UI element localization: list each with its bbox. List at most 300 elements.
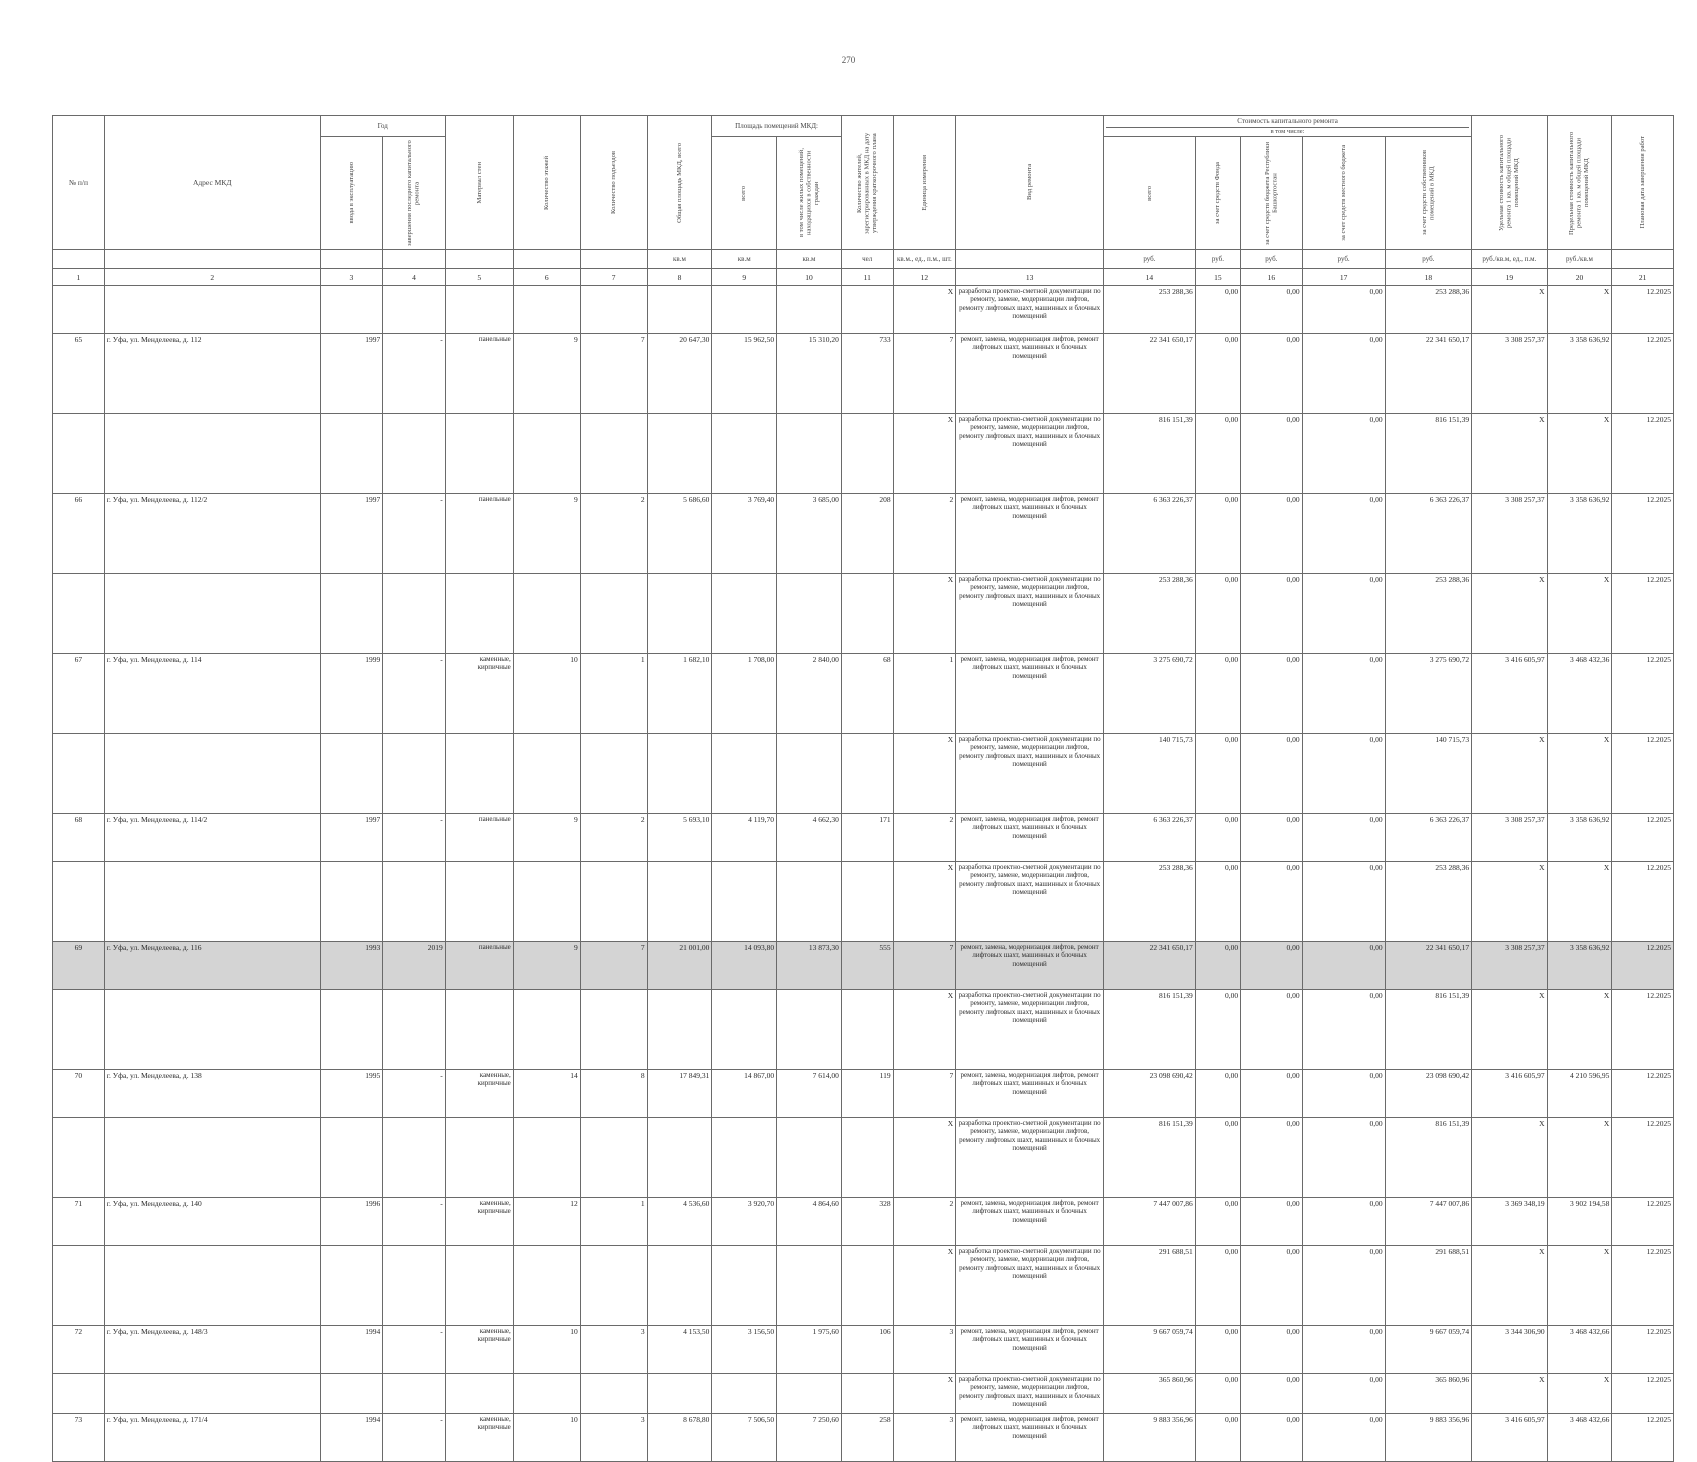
row-cost-local: 0,00 — [1302, 1070, 1385, 1118]
row-number — [53, 990, 105, 1070]
row-premises-area — [712, 1118, 777, 1198]
row-total-area: 5 693,10 — [647, 814, 712, 862]
row-cost-local: 0,00 — [1302, 654, 1385, 734]
row-work-type: разработка проектно-сметной документации по ремонту, замене, модернизации лифтов, ремонту лифтовых шахт, машинных и блочных помещений — [956, 734, 1104, 814]
row-overhaul-year — [383, 286, 446, 334]
table-row — [53, 1414, 1674, 1462]
header-cost-total: всего — [1104, 137, 1196, 250]
row-floors — [513, 1246, 580, 1326]
row-residents: 106 — [841, 1326, 893, 1374]
row-quantity: 7 — [893, 1070, 956, 1118]
row-address: г. Уфа, ул. Менделеева, д. 112/2 — [104, 494, 320, 574]
table-row — [53, 574, 1674, 654]
row-entrances — [580, 1246, 647, 1326]
header-unit: Единица измерения — [893, 116, 956, 250]
row-work-type: ремонт, замена, модернизация лифтов, ремонт лифтовых шахт, машинных и блочных помещений — [956, 1414, 1104, 1462]
row-cost-local: 0,00 — [1302, 942, 1385, 990]
row-year — [320, 1374, 383, 1414]
row-quantity: X — [893, 286, 956, 334]
column-number: 3 — [320, 269, 383, 286]
row-quantity: X — [893, 1118, 956, 1198]
unit-people: чел — [841, 250, 893, 269]
row-floors — [513, 734, 580, 814]
row-year: 1997 — [320, 814, 383, 862]
row-number — [53, 414, 105, 494]
row-work-type: ремонт, замена, модернизация лифтов, ремонт лифтовых шахт, машинных и блочных помещений — [956, 334, 1104, 414]
row-overhaul-year: - — [383, 1414, 446, 1462]
unit-rub: руб. — [1241, 250, 1303, 269]
table-row — [53, 334, 1674, 414]
row-year — [320, 862, 383, 942]
row-premises-area — [712, 1374, 777, 1414]
row-overhaul-year — [383, 990, 446, 1070]
row-entrances: 3 — [580, 1414, 647, 1462]
column-number: 12 — [893, 269, 956, 286]
row-number: 72 — [53, 1326, 105, 1374]
row-cost-owners: 365 860,96 — [1385, 1374, 1471, 1414]
row-residents — [841, 574, 893, 654]
row-residents — [841, 1374, 893, 1414]
row-unit-cost: 3 308 257,37 — [1472, 942, 1548, 990]
row-planned-date: 12.2025 — [1612, 990, 1674, 1070]
row-work-type: ремонт, замена, модернизация лифтов, ремонт лифтовых шахт, машинных и блочных помещений — [956, 1198, 1104, 1246]
unit-rub: руб. — [1302, 250, 1385, 269]
row-premises-area: 14 867,00 — [712, 1070, 777, 1118]
repair-register-table — [52, 115, 1674, 1462]
row-entrances: 7 — [580, 334, 647, 414]
row-wall-material — [445, 1246, 513, 1326]
header-cost-republic: за счет средств бюджета Республики Башкортостан — [1241, 137, 1303, 250]
table-row — [53, 1070, 1674, 1118]
table-row — [53, 990, 1674, 1070]
table-row — [53, 1118, 1674, 1198]
row-cost-owners: 22 341 650,17 — [1385, 334, 1471, 414]
row-cost-owners: 291 688,51 — [1385, 1246, 1471, 1326]
row-unit-cost: 3 344 306,90 — [1472, 1326, 1548, 1374]
row-residents — [841, 1118, 893, 1198]
column-number: 7 — [580, 269, 647, 286]
row-cost-fund: 0,00 — [1195, 734, 1240, 814]
row-residential-area: 2 840,00 — [777, 654, 842, 734]
unit-rub: руб. — [1195, 250, 1240, 269]
row-year — [320, 414, 383, 494]
table-row — [53, 814, 1674, 862]
row-residential-area — [777, 990, 842, 1070]
column-number: 20 — [1547, 269, 1612, 286]
column-number: 16 — [1241, 269, 1303, 286]
header-max-cost: Предельная стоимость капитального ремонта 1 кв. м общей площади помещений МКД — [1547, 116, 1612, 250]
row-cost-republic: 0,00 — [1241, 1374, 1303, 1414]
row-unit-cost: X — [1472, 990, 1548, 1070]
row-quantity: X — [893, 862, 956, 942]
row-residential-area — [777, 862, 842, 942]
row-cost-local: 0,00 — [1302, 1374, 1385, 1414]
row-unit-cost: X — [1472, 1118, 1548, 1198]
row-wall-material — [445, 990, 513, 1070]
row-quantity: 7 — [893, 942, 956, 990]
row-quantity: 2 — [893, 814, 956, 862]
row-floors — [513, 1118, 580, 1198]
row-cost-fund: 0,00 — [1195, 1374, 1240, 1414]
row-address — [104, 1118, 320, 1198]
row-work-type: разработка проектно-сметной документации по ремонту, замене, модернизации лифтов, ремонту лифтовых шахт, машинных и блочных помещений — [956, 574, 1104, 654]
row-cost-republic: 0,00 — [1241, 942, 1303, 990]
row-cost-republic: 0,00 — [1241, 574, 1303, 654]
header-year-group: Год — [320, 116, 445, 137]
row-year: 1999 — [320, 654, 383, 734]
row-overhaul-year — [383, 1118, 446, 1198]
row-planned-date: 12.2025 — [1612, 1070, 1674, 1118]
row-number: 67 — [53, 654, 105, 734]
row-residential-area: 4 662,30 — [777, 814, 842, 862]
row-floors: 10 — [513, 1414, 580, 1462]
row-number — [53, 286, 105, 334]
column-number: 5 — [445, 269, 513, 286]
table-row — [53, 942, 1674, 990]
row-year: 1997 — [320, 494, 383, 574]
row-cost-fund: 0,00 — [1195, 574, 1240, 654]
row-cost-total: 140 715,73 — [1104, 734, 1196, 814]
row-total-area: 4 536,60 — [647, 1198, 712, 1246]
row-unit-cost: 3 416 605,97 — [1472, 654, 1548, 734]
row-planned-date: 12.2025 — [1612, 334, 1674, 414]
row-number — [53, 1118, 105, 1198]
row-total-area — [647, 990, 712, 1070]
unit-cell — [956, 250, 1104, 269]
row-cost-republic: 0,00 — [1241, 814, 1303, 862]
row-residential-area — [777, 1374, 842, 1414]
row-cost-fund: 0,00 — [1195, 1070, 1240, 1118]
row-residents — [841, 286, 893, 334]
row-wall-material: каменные, кирпичные — [445, 1198, 513, 1246]
row-residential-area — [777, 1118, 842, 1198]
row-premises-area — [712, 286, 777, 334]
row-residents: 733 — [841, 334, 893, 414]
row-work-type: разработка проектно-сметной документации по ремонту, замене, модернизации лифтов, ремонту лифтовых шахт, машинных и блочных помещений — [956, 990, 1104, 1070]
row-cost-total: 7 447 007,86 — [1104, 1198, 1196, 1246]
row-cost-republic: 0,00 — [1241, 494, 1303, 574]
row-work-type: разработка проектно-сметной документации по ремонту, замене, модернизации лифтов, ремонту лифтовых шахт, машинных и блочных помещений — [956, 1118, 1104, 1198]
table-row — [53, 414, 1674, 494]
row-floors: 9 — [513, 334, 580, 414]
header-number: № п/п — [53, 116, 105, 250]
row-planned-date: 12.2025 — [1612, 414, 1674, 494]
row-wall-material: каменные, кирпичные — [445, 1414, 513, 1462]
unit-area: кв.м — [712, 250, 777, 269]
header-incl-subgroup: в том числе: — [1106, 127, 1469, 135]
row-cost-local: 0,00 — [1302, 814, 1385, 862]
row-overhaul-year: 2019 — [383, 942, 446, 990]
row-overhaul-year: - — [383, 334, 446, 414]
row-number: 65 — [53, 334, 105, 414]
row-year: 1994 — [320, 1326, 383, 1374]
row-floors — [513, 990, 580, 1070]
row-cost-fund: 0,00 — [1195, 814, 1240, 862]
header-planned-date: Плановая дата завершения работ — [1612, 116, 1674, 250]
row-planned-date: 12.2025 — [1612, 862, 1674, 942]
row-residential-area: 4 864,60 — [777, 1198, 842, 1246]
row-total-area — [647, 414, 712, 494]
row-max-cost: X — [1547, 862, 1612, 942]
row-max-cost: 3 902 194,58 — [1547, 1198, 1612, 1246]
row-cost-owners: 816 151,39 — [1385, 414, 1471, 494]
row-cost-fund: 0,00 — [1195, 286, 1240, 334]
column-number: 9 — [712, 269, 777, 286]
row-address — [104, 862, 320, 942]
row-max-cost: X — [1547, 574, 1612, 654]
row-wall-material — [445, 862, 513, 942]
row-total-area — [647, 1374, 712, 1414]
row-premises-area — [712, 414, 777, 494]
header-floors: Количество этажей — [513, 116, 580, 250]
row-cost-fund: 0,00 — [1195, 990, 1240, 1070]
row-unit-cost: X — [1472, 734, 1548, 814]
row-address: г. Уфа, ул. Менделеева, д. 112 — [104, 334, 320, 414]
row-floors: 9 — [513, 494, 580, 574]
unit-area: кв.м — [647, 250, 712, 269]
column-number: 18 — [1385, 269, 1471, 286]
row-entrances: 2 — [580, 814, 647, 862]
row-max-cost: X — [1547, 286, 1612, 334]
row-address — [104, 734, 320, 814]
row-cost-fund: 0,00 — [1195, 1326, 1240, 1374]
row-planned-date: 12.2025 — [1612, 1118, 1674, 1198]
row-planned-date: 12.2025 — [1612, 1414, 1674, 1462]
header-year-overhaul: завершения последнего капитального ремонта — [383, 137, 446, 250]
row-quantity: X — [893, 574, 956, 654]
row-work-type: ремонт, замена, модернизация лифтов, ремонт лифтовых шахт, машинных и блочных помещений — [956, 494, 1104, 574]
row-residential-area: 3 685,00 — [777, 494, 842, 574]
row-unit-cost: X — [1472, 414, 1548, 494]
row-residential-area: 7 250,60 — [777, 1414, 842, 1462]
row-max-cost: 3 468 432,36 — [1547, 654, 1612, 734]
row-premises-area: 15 962,50 — [712, 334, 777, 414]
row-cost-republic: 0,00 — [1241, 1118, 1303, 1198]
unit-cell — [383, 250, 446, 269]
row-quantity: X — [893, 414, 956, 494]
row-premises-area — [712, 1246, 777, 1326]
row-number: 66 — [53, 494, 105, 574]
column-number: 2 — [104, 269, 320, 286]
row-cost-local: 0,00 — [1302, 494, 1385, 574]
table-row — [53, 1198, 1674, 1246]
row-residential-area — [777, 414, 842, 494]
row-cost-owners: 253 288,36 — [1385, 862, 1471, 942]
row-cost-local: 0,00 — [1302, 1118, 1385, 1198]
row-cost-owners: 6 363 226,37 — [1385, 814, 1471, 862]
row-cost-owners: 816 151,39 — [1385, 990, 1471, 1070]
unit-cell — [104, 250, 320, 269]
row-max-cost: X — [1547, 1374, 1612, 1414]
row-max-cost: X — [1547, 414, 1612, 494]
row-residents: 119 — [841, 1070, 893, 1118]
row-floors — [513, 862, 580, 942]
row-number: 69 — [53, 942, 105, 990]
row-entrances: 8 — [580, 1070, 647, 1118]
row-total-area: 4 153,50 — [647, 1326, 712, 1374]
row-work-type: ремонт, замена, модернизация лифтов, ремонт лифтовых шахт, машинных и блочных помещений — [956, 1070, 1104, 1118]
row-number — [53, 1374, 105, 1414]
row-cost-fund: 0,00 — [1195, 494, 1240, 574]
row-total-area — [647, 286, 712, 334]
row-floors: 10 — [513, 654, 580, 734]
row-address — [104, 286, 320, 334]
row-cost-total: 253 288,36 — [1104, 862, 1196, 942]
row-cost-fund: 0,00 — [1195, 654, 1240, 734]
row-total-area — [647, 574, 712, 654]
row-work-type: ремонт, замена, модернизация лифтов, ремонт лифтовых шахт, машинных и блочных помещений — [956, 1326, 1104, 1374]
row-cost-republic: 0,00 — [1241, 734, 1303, 814]
row-number: 68 — [53, 814, 105, 862]
header-area-total: всего — [712, 137, 777, 250]
row-work-type: разработка проектно-сметной документации по ремонту, замене, модернизации лифтов, ремонту лифтовых шахт, машинных и блочных помещений — [956, 1246, 1104, 1326]
row-total-area: 20 647,30 — [647, 334, 712, 414]
row-residential-area — [777, 734, 842, 814]
header-address: Адрес МКД — [104, 116, 320, 250]
row-unit-cost: 3 416 605,97 — [1472, 1070, 1548, 1118]
row-cost-total: 6 363 226,37 — [1104, 814, 1196, 862]
row-address — [104, 1374, 320, 1414]
row-residents: 258 — [841, 1414, 893, 1462]
row-cost-local: 0,00 — [1302, 1198, 1385, 1246]
row-work-type: разработка проектно-сметной документации по ремонту, замене, модернизации лифтов, ремонту лифтовых шахт, машинных и блочных помещений — [956, 1374, 1104, 1414]
row-unit-cost: X — [1472, 1246, 1548, 1326]
row-entrances — [580, 286, 647, 334]
row-floors — [513, 414, 580, 494]
row-entrances: 1 — [580, 654, 647, 734]
table-row — [53, 1246, 1674, 1326]
row-cost-local: 0,00 — [1302, 414, 1385, 494]
row-cost-local: 0,00 — [1302, 990, 1385, 1070]
row-residential-area: 13 873,30 — [777, 942, 842, 990]
row-cost-republic: 0,00 — [1241, 334, 1303, 414]
header-wall-material: Материал стен — [445, 116, 513, 250]
table-row — [53, 286, 1674, 334]
row-unit-cost: 3 308 257,37 — [1472, 334, 1548, 414]
row-quantity: X — [893, 734, 956, 814]
row-residents: 555 — [841, 942, 893, 990]
row-entrances — [580, 414, 647, 494]
row-work-type: ремонт, замена, модернизация лифтов, ремонт лифтовых шахт, машинных и блочных помещений — [956, 654, 1104, 734]
row-residents — [841, 734, 893, 814]
row-cost-total: 3 275 690,72 — [1104, 654, 1196, 734]
row-premises-area: 3 156,50 — [712, 1326, 777, 1374]
row-cost-owners: 7 447 007,86 — [1385, 1198, 1471, 1246]
row-planned-date: 12.2025 — [1612, 1326, 1674, 1374]
row-planned-date: 12.2025 — [1612, 1246, 1674, 1326]
row-work-type: разработка проектно-сметной документации по ремонту, замене, модернизации лифтов, ремонту лифтовых шахт, машинных и блочных помещений — [956, 286, 1104, 334]
row-quantity: X — [893, 990, 956, 1070]
row-planned-date: 12.2025 — [1612, 814, 1674, 862]
row-premises-area — [712, 574, 777, 654]
unit-measure: кв.м., ед., п.м., шт. — [893, 250, 956, 269]
row-cost-fund: 0,00 — [1195, 1414, 1240, 1462]
header-cost-group: Стоимость капитального ремонта в том числе: — [1104, 116, 1472, 137]
row-year: 1995 — [320, 1070, 383, 1118]
row-work-type: ремонт, замена, модернизация лифтов, ремонт лифтовых шахт, машинных и блочных помещений — [956, 814, 1104, 862]
header-unit-cost: Удельная стоимость капитального ремонта 1 кв. м общей площади помещений МКД — [1472, 116, 1548, 250]
column-number: 6 — [513, 269, 580, 286]
row-year — [320, 734, 383, 814]
row-floors: 10 — [513, 1326, 580, 1374]
row-entrances — [580, 990, 647, 1070]
unit-cell — [53, 250, 105, 269]
row-total-area: 1 682,10 — [647, 654, 712, 734]
row-entrances: 1 — [580, 1198, 647, 1246]
row-overhaul-year: - — [383, 814, 446, 862]
row-premises-area — [712, 734, 777, 814]
row-floors: 12 — [513, 1198, 580, 1246]
row-max-cost: 3 468 432,66 — [1547, 1414, 1612, 1462]
row-cost-total: 6 363 226,37 — [1104, 494, 1196, 574]
row-cost-local: 0,00 — [1302, 334, 1385, 414]
row-quantity: 2 — [893, 494, 956, 574]
row-address: г. Уфа, ул. Менделеева, д. 138 — [104, 1070, 320, 1118]
row-cost-republic: 0,00 — [1241, 654, 1303, 734]
row-cost-republic: 0,00 — [1241, 862, 1303, 942]
header-area-residential: в том числе жилых помещений, находящихся в собственности граждан — [777, 137, 842, 250]
row-entrances: 3 — [580, 1326, 647, 1374]
row-cost-total: 816 151,39 — [1104, 414, 1196, 494]
header-entrances: Количество подъездов — [580, 116, 647, 250]
row-cost-owners: 816 151,39 — [1385, 1118, 1471, 1198]
row-quantity: 2 — [893, 1198, 956, 1246]
row-total-area — [647, 1118, 712, 1198]
column-number: 11 — [841, 269, 893, 286]
column-number: 19 — [1472, 269, 1548, 286]
row-premises-area: 1 708,00 — [712, 654, 777, 734]
row-overhaul-year: - — [383, 654, 446, 734]
row-floors: 9 — [513, 814, 580, 862]
column-number: 1 — [53, 269, 105, 286]
row-planned-date: 12.2025 — [1612, 574, 1674, 654]
row-number — [53, 734, 105, 814]
unit-area: кв.м — [777, 250, 842, 269]
column-number: 13 — [956, 269, 1104, 286]
row-premises-area: 3 769,40 — [712, 494, 777, 574]
row-cost-republic: 0,00 — [1241, 1414, 1303, 1462]
row-planned-date: 12.2025 — [1612, 942, 1674, 990]
row-entrances — [580, 734, 647, 814]
row-wall-material — [445, 286, 513, 334]
row-year — [320, 990, 383, 1070]
row-cost-republic: 0,00 — [1241, 286, 1303, 334]
row-overhaul-year: - — [383, 1198, 446, 1246]
row-residential-area: 1 975,60 — [777, 1326, 842, 1374]
row-cost-owners: 3 275 690,72 — [1385, 654, 1471, 734]
row-unit-cost: 3 308 257,37 — [1472, 814, 1548, 862]
row-cost-owners: 253 288,36 — [1385, 574, 1471, 654]
row-cost-fund: 0,00 — [1195, 1198, 1240, 1246]
row-cost-owners: 9 883 356,96 — [1385, 1414, 1471, 1462]
table-row — [53, 1374, 1674, 1414]
row-premises-area — [712, 862, 777, 942]
row-unit-cost: 3 308 257,37 — [1472, 494, 1548, 574]
header-year-commissioning: ввода в эксплуатацию — [320, 137, 383, 250]
row-address: г. Уфа, ул. Менделеева, д. 148/3 — [104, 1326, 320, 1374]
row-quantity: X — [893, 1246, 956, 1326]
row-total-area: 8 678,80 — [647, 1414, 712, 1462]
row-cost-total: 23 098 690,42 — [1104, 1070, 1196, 1118]
header-work-type: Вид ремонта — [956, 116, 1104, 250]
row-premises-area: 3 920,70 — [712, 1198, 777, 1246]
row-cost-local: 0,00 — [1302, 574, 1385, 654]
row-overhaul-year — [383, 414, 446, 494]
table-row — [53, 1326, 1674, 1374]
row-cost-total: 253 288,36 — [1104, 286, 1196, 334]
row-cost-republic: 0,00 — [1241, 1246, 1303, 1326]
row-premises-area: 7 506,50 — [712, 1414, 777, 1462]
